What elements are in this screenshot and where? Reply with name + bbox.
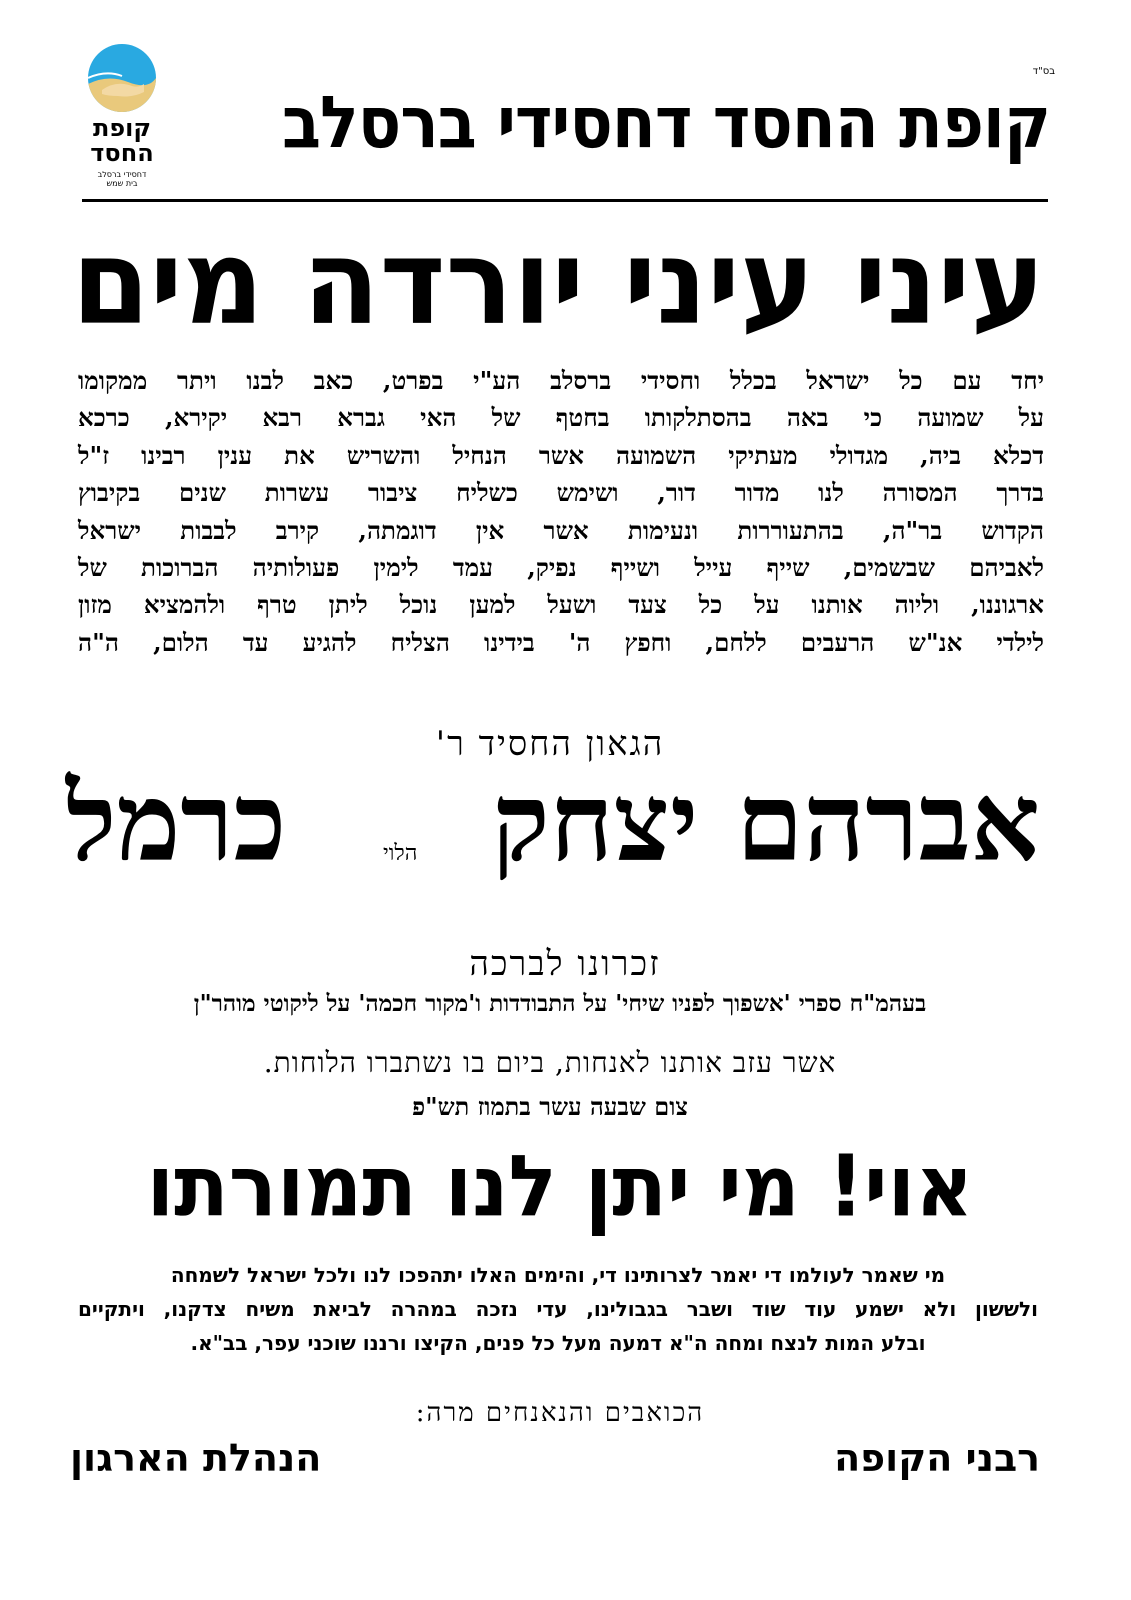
paragraph-line: דכלא ביה, מגדולי מעתיקי השמועה אשר הנחיל והשריש את ענין רבינו ז"ל [78,440,1044,470]
date-line: צום שבעה עשר בתמוז תש"פ [412,1092,688,1121]
closing-line: ובלע המות לנצח ומחה ה"א דמעה מעל כל פנים, הקיצו ורננו שוכני עפר, בב"א. [190,1331,926,1355]
paragraph-line: יחד עם כל ישראל בכלל וחסידי ברסלב הע"י בפרט, כאב לבנו ויתר ממקומו [78,366,1044,395]
logo-sub-line-1: דחסידי ברסלב [97,170,147,179]
logo-line-1: קופת [92,114,152,142]
closing-line: מי שאמר לעולמו די יאמר לצרותינו די, והימים האלו יתהפכו לנו ולכל ישראל לשמחה [170,1263,946,1287]
author-of-books: בעהמ"ח ספרי 'אשפוך לפניו שיחי' על התבודדות ו'מקור חכמה' על ליקוטי מוהר"ן [193,990,927,1017]
signature-management: הנהלת הארגון [70,1436,322,1480]
paragraph-line: ארגוננו, וליוה אותנו על כל צעד ושעל למען נוכל ליתן טרף ולהמציא מזון [78,590,1044,620]
blessed-memory: זכרונו לברכה [469,944,661,984]
signers-label: הכואבים והנאנחים מרה: [415,1398,705,1428]
signature-rabbis: רבני הקופה [834,1436,1040,1480]
bsd-mark: בס"ד [1032,66,1055,77]
closing-paragraph [78,1258,1038,1360]
closing-line: ולששון ולא ישמע עוד שוד ושבר בגבולינו, עדי נזכה במהרה לביאת משיח צדקנו, ויתקיים [78,1297,1038,1321]
paragraph-line: לילדי אנ"ש הרעבים ללחם, וחפץ ה' בידינו הצליח להגיע עד הלום, ה"ה [78,627,1044,657]
logo-emblem-icon [88,44,156,112]
header-divider [82,199,1048,202]
deceased-name [60,760,1060,920]
left-us-line: אשר עזב אותנו לאנחות, ביום בו נשתברו הלוחות. [263,1046,837,1079]
lament-headline: אוי! מי יתן לנו תמורתו [146,1137,974,1236]
organization-logo [82,44,170,186]
paragraph-line: על שמועה כי באה בהסתלקותו בחטף של האי גברא רבא יקירא, כרכא [78,403,1044,433]
logo-line-2: החסד [90,139,154,167]
headline: עיני עיני יורדה מים [71,214,1045,352]
deceased-halevi: הלוי [383,841,418,866]
paragraph-line: בדרך המסורה לנו מדור דור, ושימש כשליח ציבור עשרות שנים בקיבוץ [78,478,1044,508]
logo-wordmark [82,116,162,166]
deceased-surname: כרמל [66,760,287,886]
deceased-first-name: אברהם יצחק [491,760,1040,886]
organization-name: קופת החסד דחסידי ברסלב [281,82,1050,165]
logo-sub-line-2: בית שמש [106,179,138,188]
eulogy-paragraph [78,362,1044,661]
paragraph-line: לאביהם שבשמים, שייף עייל ושייף נפיק, עמד לימין פעולותיה הברוכות של [78,553,1044,583]
deceased-title: הגאון החסיד ר' [435,724,665,764]
paragraph-line: הקדוש בר"ה, בהתעוררות ונעימות אשר אין דוגמתה, קירב לבבות ישראל [78,515,1044,545]
logo-subtitle [82,170,162,188]
